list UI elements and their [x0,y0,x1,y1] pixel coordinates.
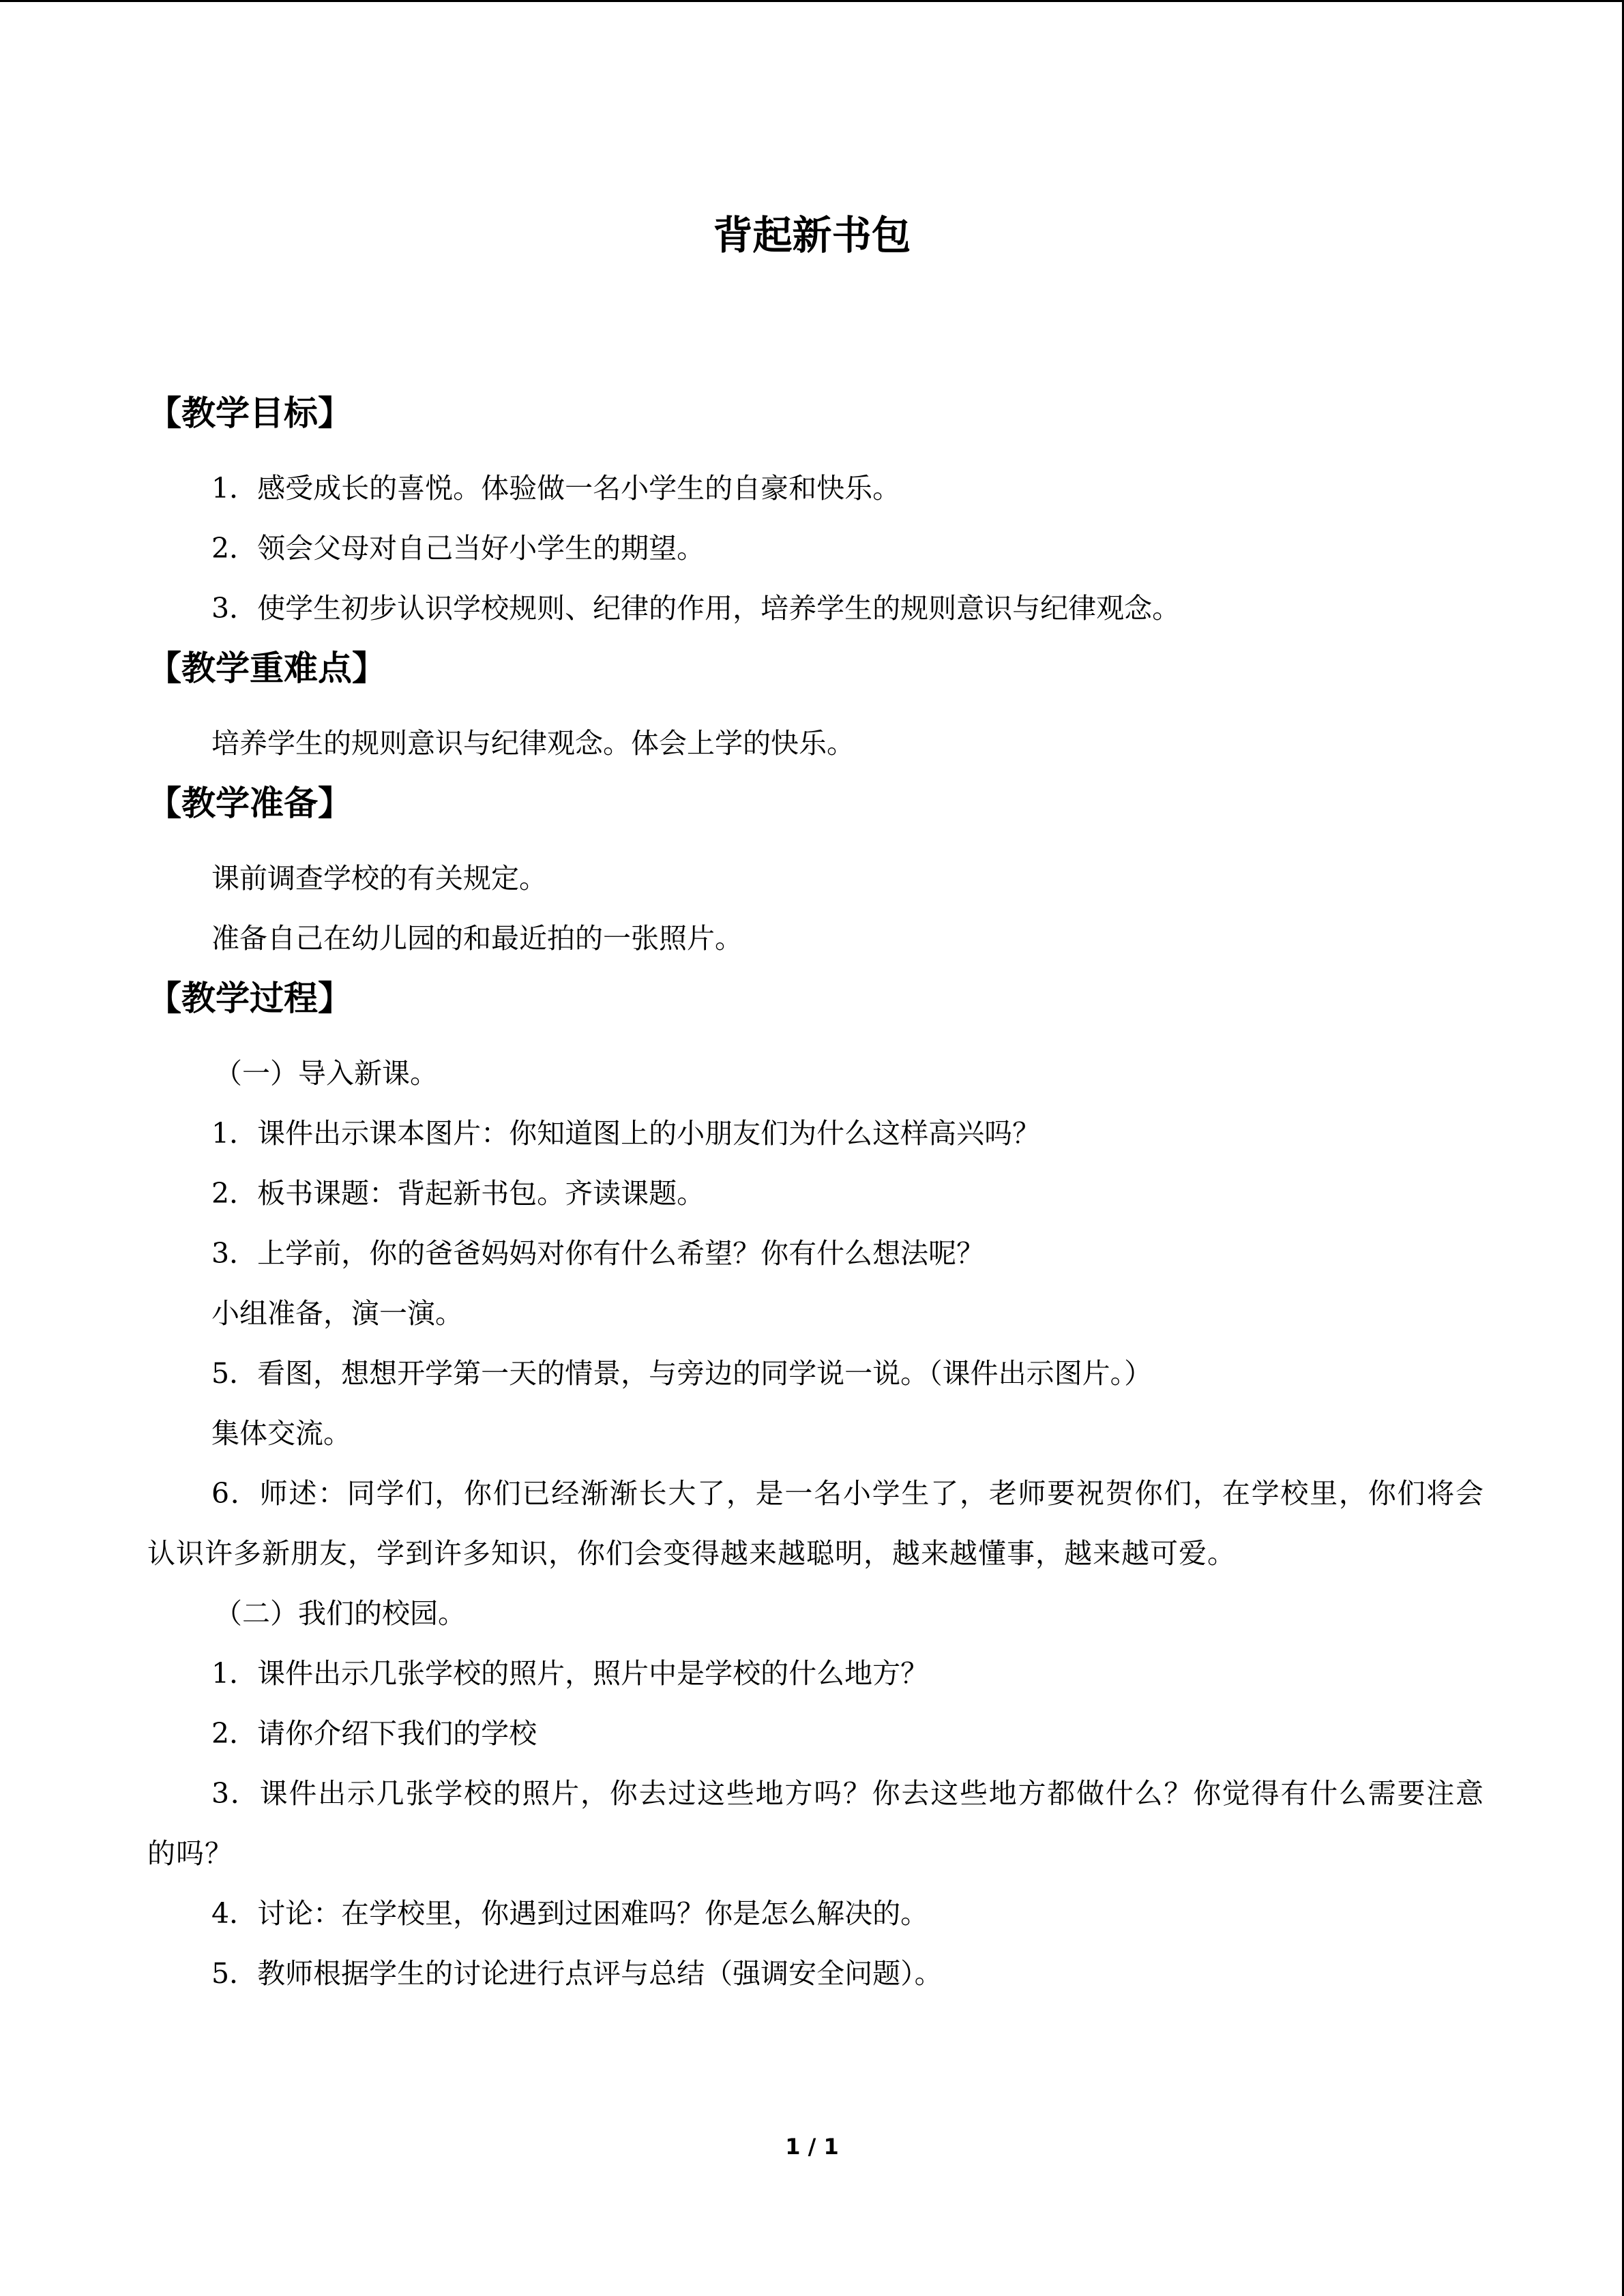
process-item: 5．看图，想想开学第一天的情景，与旁边的同学说一说。（课件出示图片。） [211,1357,1153,1390]
preparation-item: 课前调查学校的有关规定。 [211,862,547,895]
section-heading-keypoints: 【教学重难点】 [147,648,386,688]
process-item: 4．讨论：在学校里，你遇到过困难吗？你是怎么解决的。 [211,1897,929,1930]
section-heading-preparation: 【教学准备】 [147,784,352,823]
process-item: 1．课件出示课本图片：你知道图上的小朋友们为什么这样高兴吗？ [211,1117,1041,1150]
section-heading-goals: 【教学目标】 [147,393,352,433]
document-title: 背起新书包 [713,212,911,258]
preparation-item: 准备自己在幼儿园的和最近拍的一张照片。 [211,922,743,955]
process-item: 2．板书课题：背起新书包。齐读课题。 [211,1177,705,1210]
process-item: 1．课件出示几张学校的照片，照片中是学校的什么地方？ [211,1657,929,1690]
process-item: 3．上学前，你的爸爸妈妈对你有什么希望？你有什么想法呢？ [211,1237,985,1270]
process-item: 2．请你介绍下我们的学校 [211,1717,537,1750]
process-part-title: （二）我们的校园。 [214,1597,466,1630]
process-item: 集体交流。 [211,1417,351,1450]
process-item: 小组准备，演一演。 [211,1297,463,1330]
section-heading-process: 【教学过程】 [147,979,352,1018]
page-border-top [0,0,1624,2]
process-part-title: （一）导入新课。 [214,1057,438,1090]
goal-item: 2．领会父母对自己当好小学生的期望。 [211,532,705,565]
goal-item: 1．感受成长的喜悦。体验做一名小学生的自豪和快乐。 [211,472,901,505]
process-paragraph: 6．师述：同学们，你们已经渐渐长大了，是一名小学生了，老师要祝贺你们，在学校里，你们将会认识许多新朋友，学到许多知识，你们会变得越来越聪明，越来越懂事，越来越可爱。 [147,1477,1484,1570]
keypoint-item: 培养学生的规则意识与纪律观念。体会上学的快乐。 [211,727,855,760]
process-paragraph: 3．课件出示几张学校的照片，你去过这些地方吗？你去这些地方都做什么？你觉得有什么需要注意的吗？ [147,1777,1484,1870]
page-number: 1 / 1 [785,2134,839,2160]
goal-item: 3．使学生初步认识学校规则、纪律的作用，培养学生的规则意识与纪律观念。 [211,592,1181,625]
process-item: 5．教师根据学生的讨论进行点评与总结（强调安全问题）。 [211,1957,943,1990]
document-body [147,383,1484,2003]
